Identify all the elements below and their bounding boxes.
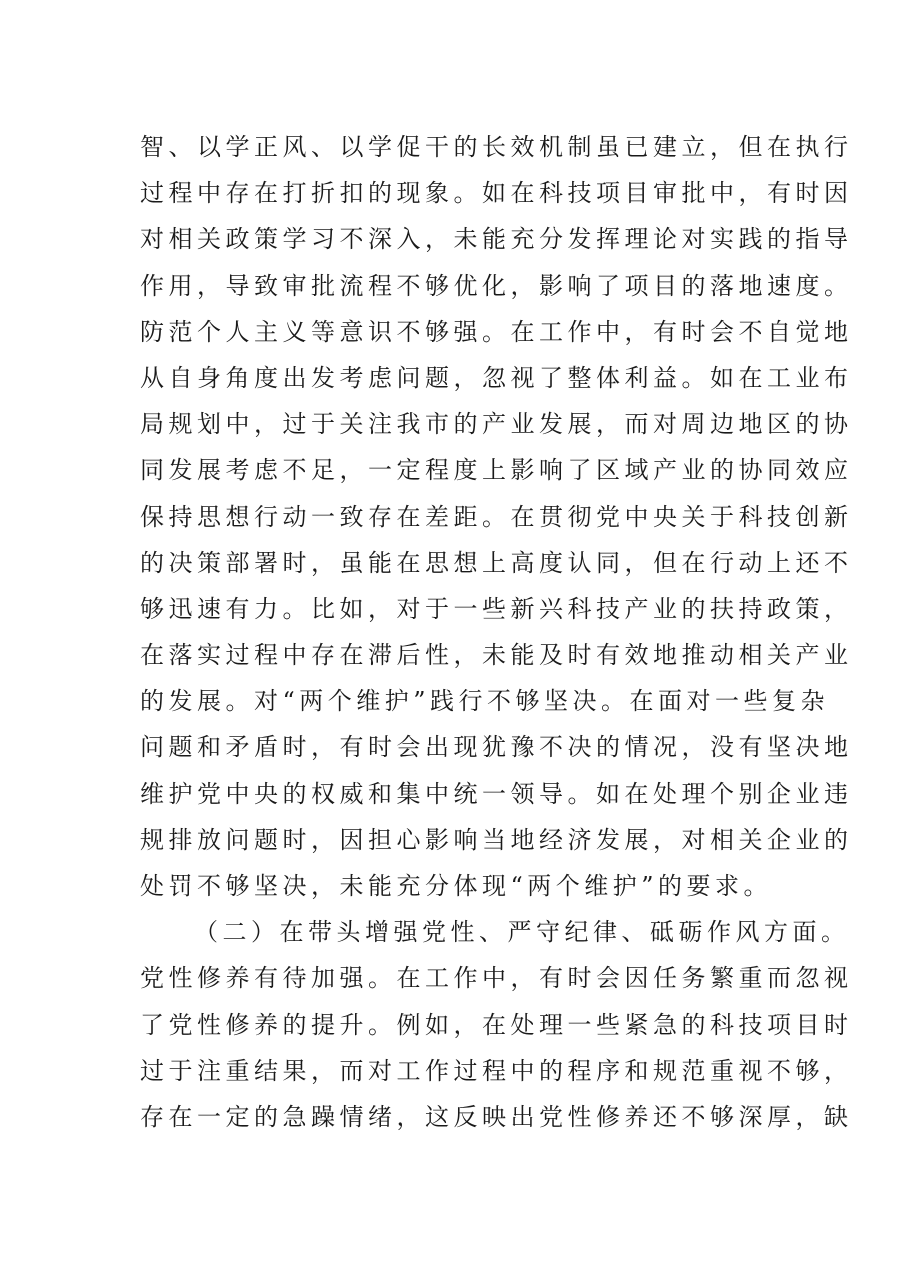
text-line: 对相关政策学习不深入，未能充分发挥理论对实践的指导 xyxy=(140,225,853,254)
text-line: 保持思想行动一致存在差距。在贯彻党中央关于科技创新 xyxy=(140,502,853,531)
text-line: 党性修养有待加强。在工作中，有时会因任务繁重而忽视 xyxy=(140,964,853,993)
text-line: 维护党中央的权威和集中统一领导。如在处理个别企业违 xyxy=(140,779,853,808)
text-line: 了党性修养的提升。例如，在处理一些紧急的科技项目时 xyxy=(140,1010,853,1039)
text-line: 局规划中，过于关注我市的产业发展，而对周边地区的协 xyxy=(140,410,853,439)
text-line: 存在一定的急躁情绪，这反映出党性修养还不够深厚，缺 xyxy=(140,1102,853,1131)
text-line: 过程中存在打折扣的现象。如在科技项目审批中，有时因 xyxy=(140,179,853,208)
text-line: 同发展考虑不足，一定程度上影响了区域产业的协同效应 xyxy=(140,456,853,485)
text-line: 在落实过程中存在滞后性，未能及时有效地推动相关产业 xyxy=(140,641,853,670)
text-line: 防范个人主义等意识不够强。在工作中，有时会不自觉地 xyxy=(140,317,853,346)
text-line: 够迅速有力。比如，对于一些新兴科技产业的扶持政策， xyxy=(140,594,853,623)
text-line: 问题和矛盾时，有时会出现犹豫不决的情况，没有坚决地 xyxy=(140,733,853,762)
text-line: 从自身角度出发考虑问题，忽视了整体利益。如在工业布 xyxy=(140,363,853,392)
text-line: 智、以学正风、以学促干的长效机制虽已建立，但在执行 xyxy=(140,133,853,161)
text-line: 作用，导致审批流程不够优化，影响了项目的落地速度。 xyxy=(140,271,853,300)
section-heading: （二）在带头增强党性、严守纪律、砥砺作风方面。 xyxy=(194,918,850,947)
text-line: 过于注重结果，而对工作过程中的程序和规范重视不够， xyxy=(140,1056,853,1085)
text-line: 处罚不够坚决，未能充分体现“两个维护”的要求。 xyxy=(140,872,773,900)
text-line: 的决策部署时，虽能在思想上高度认同，但在行动上还不 xyxy=(140,548,853,577)
text-line: 规排放问题时，因担心影响当地经济发展，对相关企业的 xyxy=(140,825,853,854)
body-text xyxy=(140,124,853,1140)
text-line: 的发展。对“两个维护”践行不够坚决。在面对一些复杂 xyxy=(140,687,830,716)
